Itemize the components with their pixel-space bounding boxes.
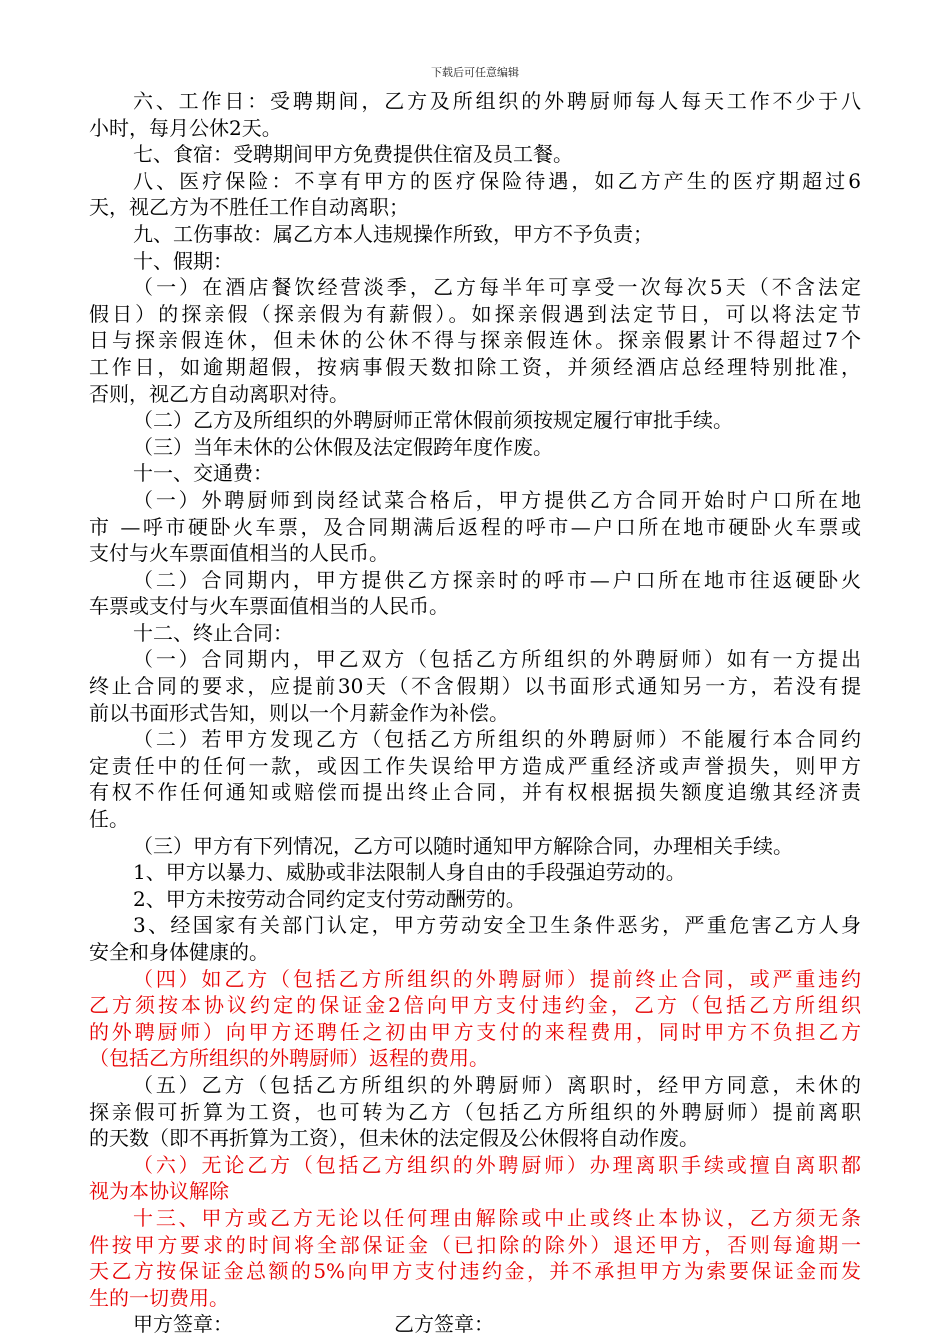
document-line: 天乙方按保证金总额的5%向甲方支付违约金，并不承担甲方为索要保证金而发 [89, 1259, 861, 1284]
document-line: （二）合同期内，甲方提供乙方探亲时的呼市—户口所在地市往返硬卧火 [133, 567, 861, 592]
document-line: （三）当年未休的公休假及法定假跨年度作废。 [133, 434, 553, 459]
document-line: 天，视乙方为不胜任工作自动离职； [89, 195, 409, 220]
document-line: 十二、终止合同： [133, 620, 293, 645]
document-line: 九、工伤事故：属乙方本人违规操作所致，甲方不予负责； [133, 221, 653, 246]
document-line: 车票或支付与火车票面值相当的人民币。 [89, 594, 449, 619]
document-line: （三）甲方有下列情况，乙方可以随时通知甲方解除合同，办理相关手续。 [133, 833, 793, 858]
document-line: 八、医疗保险：不享有甲方的医疗保险待遇，如乙方产生的医疗期超过6 [133, 168, 861, 193]
document-line: （一）外聘厨师到岗经试菜合格后，甲方提供乙方合同开始时户口所在地 [133, 487, 861, 512]
document-line: 探亲假可折算为工资，也可转为乙方（包括乙方所组织的外聘厨师）提前离职 [89, 1099, 861, 1124]
document-line: 视为本协议解除 [89, 1179, 229, 1204]
document-line: 十一、交通费： [133, 461, 273, 486]
document-line: 3、经国家有关部门认定，甲方劳动安全卫生条件恶劣，严重危害乙方人身 [133, 913, 861, 938]
document-line: 支付与火车票面值相当的人民币。 [89, 541, 389, 566]
document-body [89, 88, 861, 1338]
party-a-signature-label: 甲方签章： [133, 1312, 233, 1337]
document-line: 六、工作日：受聘期间，乙方及所组织的外聘厨师每人每天工作不少于八 [133, 89, 861, 113]
document-line: 2、甲方未按劳动合同约定支付劳动酬劳的。 [133, 886, 526, 911]
document-line: 任。 [89, 807, 129, 832]
document-line: （一）合同期内，甲乙双方（包括乙方所组织的外聘厨师）如有一方提出 [133, 647, 861, 672]
document-line: 生的一切费用。 [89, 1285, 229, 1310]
document-line: 七、食宿：受聘期间甲方免费提供住宿及员工餐。 [133, 142, 573, 167]
document-line: 的天数（即不再折算为工资），但未休的法定假及公休假将自动作废。 [89, 1126, 699, 1151]
signature-row [89, 1311, 861, 1338]
document-line: （二）若甲方发现乙方（包括乙方所组织的外聘厨师）不能履行本合同约 [133, 727, 861, 752]
document-line: 市 —呼市硬卧火车票，及合同期满后返程的呼市—户口所在地市硬卧火车票或 [89, 514, 861, 539]
document-line: （包括乙方所组织的外聘厨师）返程的费用。 [89, 1046, 489, 1071]
document-line: 定责任中的任何一款，或因工作失误给甲方造成严重经济或声誉损失，则甲方 [89, 753, 861, 778]
document-line: （六）无论乙方（包括乙方组织的外聘厨师）办理离职手续或擅自离职都 [133, 1152, 861, 1177]
document-line: 小时，每月公休2天。 [89, 115, 282, 140]
document-line: 乙方须按本协议约定的保证金2倍向甲方支付违约金，乙方（包括乙方所组织 [89, 993, 861, 1018]
document-line: 工作日，如逾期超假，按病事假天数扣除工资，并须经酒店总经理特别批准， [89, 354, 861, 379]
document-line: 的外聘厨师）向甲方还聘任之初由甲方支付的来程费用，同时甲方不负担乙方 [89, 1019, 861, 1044]
document-line: 十、假期： [133, 248, 233, 273]
document-line: 安全和身体健康的。 [89, 940, 269, 964]
document-line: 1、甲方以暴力、威胁或非法限制人身自由的手段强迫劳动的。 [133, 860, 686, 885]
document-line: 有权不作任何通知或赔偿而提出终止合同，并有权根据损失额度追缴其经济责 [89, 780, 861, 805]
document-line: （一）在酒店餐饮经营淡季，乙方每半年可享受一次每次5天（不含法定 [133, 275, 861, 300]
document-line: （五）乙方（包括乙方所组织的外聘厨师）离职时，经甲方同意，未休的 [133, 1072, 861, 1097]
document-line: 假日）的探亲假（探亲假为有薪假）。如探亲假遇到法定节日，可以将法定节 [89, 301, 861, 326]
document-line: 日与探亲假连休，但未休的公休不得与探亲假连休。探亲假累计不得超过7个 [89, 328, 861, 353]
document-line: 件按甲方要求的时间将全部保证金（已扣除的除外）退还甲方，否则每逾期一 [89, 1232, 861, 1257]
party-b-signature-label: 乙方签章： [394, 1312, 494, 1337]
document-line: 否则，视乙方自动离职对待。 [89, 381, 349, 406]
document-line: （四）如乙方（包括乙方所组织的外聘厨师）提前终止合同，或严重违约 [133, 966, 861, 991]
document-line: 终止合同的要求，应提前30天（不含假期）以书面形式通知另一方，若没有提 [89, 674, 861, 699]
header-note: 下载后可任意编辑 [431, 66, 519, 79]
document-line: 十三、甲方或乙方无论以任何理由解除或中止或终止本协议，乙方须无条 [133, 1205, 861, 1230]
document-line: （二）乙方及所组织的外聘厨师正常休假前须按规定履行审批手续。 [133, 408, 733, 433]
document-line: 前以书面形式告知，则以一个月薪金作为补偿。 [89, 700, 509, 725]
